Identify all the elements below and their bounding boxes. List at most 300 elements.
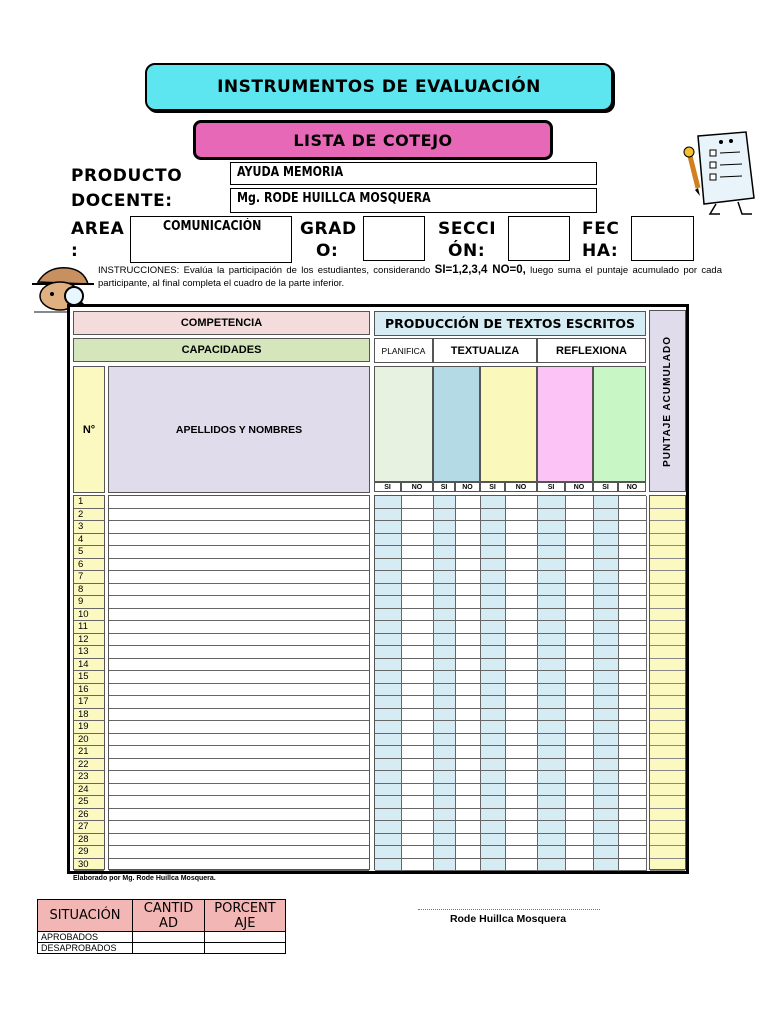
no-cell[interactable]	[506, 796, 538, 809]
no-cell[interactable]	[456, 734, 481, 747]
puntaje-cell[interactable]	[650, 509, 685, 522]
puntaje-column[interactable]	[649, 495, 686, 870]
no-cell[interactable]	[456, 809, 481, 822]
si-cell[interactable]	[594, 696, 619, 709]
si-cell[interactable]	[538, 534, 566, 547]
no-cell[interactable]	[619, 721, 647, 734]
si-cell[interactable]	[434, 609, 456, 622]
si-cell[interactable]	[434, 646, 456, 659]
si-cell[interactable]	[434, 621, 456, 634]
no-cell[interactable]	[506, 496, 538, 509]
no-cell[interactable]	[566, 721, 594, 734]
no-cell[interactable]	[506, 809, 538, 822]
si-cell[interactable]	[375, 659, 402, 672]
no-cell[interactable]	[566, 796, 594, 809]
no-cell[interactable]	[566, 734, 594, 747]
si-cell[interactable]	[434, 509, 456, 522]
puntaje-cell[interactable]	[650, 721, 685, 734]
si-cell[interactable]	[594, 596, 619, 609]
si-cell[interactable]	[434, 771, 456, 784]
no-cell[interactable]	[402, 496, 434, 509]
si-cell[interactable]	[538, 709, 566, 722]
no-cell[interactable]	[619, 846, 647, 859]
no-cell[interactable]	[619, 809, 647, 822]
no-cell[interactable]	[619, 771, 647, 784]
student-name-cell[interactable]	[109, 834, 369, 847]
si-cell[interactable]	[434, 759, 456, 772]
si-cell[interactable]	[481, 534, 506, 547]
si-cell[interactable]	[481, 684, 506, 697]
si-cell[interactable]	[434, 821, 456, 834]
student-name-cell[interactable]	[109, 734, 369, 747]
no-cell[interactable]	[566, 621, 594, 634]
puntaje-cell[interactable]	[650, 734, 685, 747]
si-cell[interactable]	[594, 784, 619, 797]
no-cell[interactable]	[402, 659, 434, 672]
si-cell[interactable]	[594, 509, 619, 522]
si-cell[interactable]	[538, 634, 566, 647]
si-cell[interactable]	[434, 534, 456, 547]
no-cell[interactable]	[619, 559, 647, 572]
student-name-cell[interactable]	[109, 859, 369, 872]
puntaje-cell[interactable]	[650, 796, 685, 809]
si-cell[interactable]	[594, 546, 619, 559]
si-cell[interactable]	[481, 596, 506, 609]
si-cell[interactable]	[434, 834, 456, 847]
student-name-cell[interactable]	[109, 571, 369, 584]
student-name-cell[interactable]	[109, 521, 369, 534]
si-cell[interactable]	[434, 659, 456, 672]
student-name-cell[interactable]	[109, 846, 369, 859]
no-cell[interactable]	[566, 684, 594, 697]
no-cell[interactable]	[402, 509, 434, 522]
si-cell[interactable]	[594, 559, 619, 572]
si-cell[interactable]	[538, 521, 566, 534]
si-cell[interactable]	[481, 696, 506, 709]
si-cell[interactable]	[375, 821, 402, 834]
no-cell[interactable]	[456, 834, 481, 847]
no-cell[interactable]	[619, 784, 647, 797]
si-cell[interactable]	[481, 659, 506, 672]
no-cell[interactable]	[456, 584, 481, 597]
no-cell[interactable]	[506, 646, 538, 659]
desaprobados-porcentaje[interactable]	[205, 943, 286, 954]
si-cell[interactable]	[375, 834, 402, 847]
no-cell[interactable]	[402, 521, 434, 534]
no-cell[interactable]	[566, 546, 594, 559]
si-cell[interactable]	[594, 571, 619, 584]
si-cell[interactable]	[594, 721, 619, 734]
no-cell[interactable]	[402, 809, 434, 822]
no-cell[interactable]	[619, 621, 647, 634]
no-cell[interactable]	[402, 696, 434, 709]
student-name-cell[interactable]	[109, 509, 369, 522]
no-cell[interactable]	[506, 609, 538, 622]
no-cell[interactable]	[566, 834, 594, 847]
no-cell[interactable]	[506, 546, 538, 559]
si-cell[interactable]	[434, 859, 456, 872]
si-cell[interactable]	[481, 746, 506, 759]
student-name-cell[interactable]	[109, 784, 369, 797]
si-cell[interactable]	[375, 509, 402, 522]
student-name-cell[interactable]	[109, 584, 369, 597]
no-cell[interactable]	[619, 684, 647, 697]
si-cell[interactable]	[538, 821, 566, 834]
no-cell[interactable]	[402, 609, 434, 622]
no-cell[interactable]	[456, 709, 481, 722]
si-cell[interactable]	[594, 609, 619, 622]
no-cell[interactable]	[456, 659, 481, 672]
puntaje-cell[interactable]	[650, 809, 685, 822]
no-cell[interactable]	[566, 584, 594, 597]
student-name-cell[interactable]	[109, 496, 369, 509]
si-cell[interactable]	[481, 721, 506, 734]
no-cell[interactable]	[619, 709, 647, 722]
si-cell[interactable]	[481, 496, 506, 509]
si-cell[interactable]	[434, 809, 456, 822]
no-cell[interactable]	[619, 496, 647, 509]
no-cell[interactable]	[402, 621, 434, 634]
no-cell[interactable]	[619, 571, 647, 584]
si-cell[interactable]	[375, 596, 402, 609]
si-cell[interactable]	[538, 859, 566, 872]
si-cell[interactable]	[375, 609, 402, 622]
no-cell[interactable]	[456, 746, 481, 759]
no-cell[interactable]	[619, 796, 647, 809]
no-cell[interactable]	[566, 521, 594, 534]
desaprobados-cantidad[interactable]	[133, 943, 205, 954]
no-cell[interactable]	[456, 771, 481, 784]
si-cell[interactable]	[481, 571, 506, 584]
si-cell[interactable]	[434, 584, 456, 597]
no-cell[interactable]	[566, 859, 594, 872]
no-cell[interactable]	[506, 534, 538, 547]
no-cell[interactable]	[506, 559, 538, 572]
si-cell[interactable]	[481, 521, 506, 534]
docente-field[interactable]	[230, 188, 597, 213]
no-cell[interactable]	[456, 621, 481, 634]
puntaje-cell[interactable]	[650, 571, 685, 584]
no-cell[interactable]	[456, 784, 481, 797]
no-cell[interactable]	[506, 709, 538, 722]
student-name-cell[interactable]	[109, 684, 369, 697]
si-cell[interactable]	[538, 571, 566, 584]
si-cell[interactable]	[594, 634, 619, 647]
si-cell[interactable]	[434, 784, 456, 797]
puntaje-cell[interactable]	[650, 709, 685, 722]
si-cell[interactable]	[538, 759, 566, 772]
student-name-cell[interactable]	[109, 721, 369, 734]
no-cell[interactable]	[402, 759, 434, 772]
si-cell[interactable]	[481, 609, 506, 622]
si-cell[interactable]	[375, 846, 402, 859]
no-cell[interactable]	[506, 671, 538, 684]
no-cell[interactable]	[402, 559, 434, 572]
si-cell[interactable]	[538, 696, 566, 709]
si-cell[interactable]	[375, 559, 402, 572]
no-cell[interactable]	[402, 584, 434, 597]
si-cell[interactable]	[481, 671, 506, 684]
no-cell[interactable]	[456, 546, 481, 559]
no-cell[interactable]	[566, 559, 594, 572]
no-cell[interactable]	[566, 496, 594, 509]
si-cell[interactable]	[594, 734, 619, 747]
no-cell[interactable]	[506, 784, 538, 797]
no-cell[interactable]	[506, 846, 538, 859]
no-cell[interactable]	[566, 596, 594, 609]
no-cell[interactable]	[506, 834, 538, 847]
no-cell[interactable]	[402, 634, 434, 647]
seccion-field[interactable]	[508, 216, 570, 261]
si-cell[interactable]	[375, 734, 402, 747]
si-cell[interactable]	[375, 759, 402, 772]
no-cell[interactable]	[619, 821, 647, 834]
si-cell[interactable]	[538, 734, 566, 747]
no-cell[interactable]	[456, 759, 481, 772]
no-cell[interactable]	[506, 509, 538, 522]
si-cell[interactable]	[434, 521, 456, 534]
student-name-cell[interactable]	[109, 559, 369, 572]
no-cell[interactable]	[619, 634, 647, 647]
si-cell[interactable]	[538, 671, 566, 684]
si-cell[interactable]	[434, 671, 456, 684]
puntaje-cell[interactable]	[650, 671, 685, 684]
si-cell[interactable]	[434, 796, 456, 809]
no-cell[interactable]	[456, 509, 481, 522]
student-name-cell[interactable]	[109, 546, 369, 559]
area-field[interactable]	[130, 216, 292, 263]
si-cell[interactable]	[594, 534, 619, 547]
si-cell[interactable]	[481, 809, 506, 822]
si-cell[interactable]	[481, 771, 506, 784]
no-cell[interactable]	[456, 671, 481, 684]
no-cell[interactable]	[619, 584, 647, 597]
si-cell[interactable]	[538, 609, 566, 622]
puntaje-cell[interactable]	[650, 859, 685, 872]
si-cell[interactable]	[538, 809, 566, 822]
si-cell[interactable]	[538, 509, 566, 522]
si-cell[interactable]	[594, 709, 619, 722]
si-cell[interactable]	[594, 859, 619, 872]
no-cell[interactable]	[402, 721, 434, 734]
no-cell[interactable]	[402, 821, 434, 834]
si-cell[interactable]	[434, 559, 456, 572]
aprobados-cantidad[interactable]	[133, 932, 205, 943]
no-cell[interactable]	[506, 596, 538, 609]
student-name-cell[interactable]	[109, 796, 369, 809]
no-cell[interactable]	[402, 746, 434, 759]
si-cell[interactable]	[375, 859, 402, 872]
nombres-column[interactable]	[108, 495, 370, 870]
no-cell[interactable]	[506, 634, 538, 647]
no-cell[interactable]	[506, 821, 538, 834]
no-cell[interactable]	[402, 684, 434, 697]
student-name-cell[interactable]	[109, 634, 369, 647]
si-cell[interactable]	[434, 634, 456, 647]
no-cell[interactable]	[456, 609, 481, 622]
no-cell[interactable]	[619, 696, 647, 709]
si-cell[interactable]	[594, 671, 619, 684]
si-cell[interactable]	[434, 571, 456, 584]
si-cell[interactable]	[481, 734, 506, 747]
no-cell[interactable]	[456, 696, 481, 709]
si-cell[interactable]	[434, 496, 456, 509]
no-cell[interactable]	[566, 509, 594, 522]
puntaje-cell[interactable]	[650, 621, 685, 634]
puntaje-cell[interactable]	[650, 534, 685, 547]
si-cell[interactable]	[481, 759, 506, 772]
no-cell[interactable]	[456, 559, 481, 572]
student-name-cell[interactable]	[109, 596, 369, 609]
no-cell[interactable]	[566, 846, 594, 859]
no-cell[interactable]	[619, 834, 647, 847]
no-cell[interactable]	[456, 634, 481, 647]
student-name-cell[interactable]	[109, 646, 369, 659]
si-cell[interactable]	[375, 546, 402, 559]
no-cell[interactable]	[456, 721, 481, 734]
student-name-cell[interactable]	[109, 609, 369, 622]
si-cell[interactable]	[481, 796, 506, 809]
si-cell[interactable]	[375, 534, 402, 547]
no-cell[interactable]	[619, 521, 647, 534]
si-cell[interactable]	[538, 684, 566, 697]
puntaje-cell[interactable]	[650, 609, 685, 622]
no-cell[interactable]	[566, 771, 594, 784]
si-cell[interactable]	[375, 684, 402, 697]
no-cell[interactable]	[506, 684, 538, 697]
no-cell[interactable]	[456, 496, 481, 509]
si-cell[interactable]	[594, 521, 619, 534]
puntaje-cell[interactable]	[650, 659, 685, 672]
no-cell[interactable]	[506, 734, 538, 747]
si-cell[interactable]	[481, 509, 506, 522]
no-cell[interactable]	[456, 571, 481, 584]
producto-field[interactable]	[230, 162, 597, 185]
puntaje-cell[interactable]	[650, 784, 685, 797]
si-cell[interactable]	[375, 634, 402, 647]
puntaje-cell[interactable]	[650, 684, 685, 697]
si-cell[interactable]	[434, 546, 456, 559]
no-cell[interactable]	[619, 596, 647, 609]
si-cell[interactable]	[481, 859, 506, 872]
si-cell[interactable]	[538, 646, 566, 659]
si-cell[interactable]	[594, 759, 619, 772]
indicadores-grid[interactable]	[374, 495, 646, 870]
no-cell[interactable]	[506, 659, 538, 672]
si-cell[interactable]	[538, 746, 566, 759]
si-cell[interactable]	[538, 784, 566, 797]
no-cell[interactable]	[456, 821, 481, 834]
si-cell[interactable]	[375, 521, 402, 534]
si-cell[interactable]	[538, 559, 566, 572]
no-cell[interactable]	[456, 646, 481, 659]
puntaje-cell[interactable]	[650, 834, 685, 847]
si-cell[interactable]	[538, 496, 566, 509]
si-cell[interactable]	[538, 621, 566, 634]
no-cell[interactable]	[456, 796, 481, 809]
si-cell[interactable]	[375, 809, 402, 822]
no-cell[interactable]	[566, 784, 594, 797]
no-cell[interactable]	[402, 734, 434, 747]
si-cell[interactable]	[594, 796, 619, 809]
si-cell[interactable]	[434, 746, 456, 759]
student-name-cell[interactable]	[109, 659, 369, 672]
si-cell[interactable]	[481, 559, 506, 572]
student-name-cell[interactable]	[109, 809, 369, 822]
puntaje-cell[interactable]	[650, 546, 685, 559]
no-cell[interactable]	[566, 659, 594, 672]
si-cell[interactable]	[594, 746, 619, 759]
no-cell[interactable]	[619, 659, 647, 672]
no-cell[interactable]	[566, 709, 594, 722]
si-cell[interactable]	[434, 684, 456, 697]
no-cell[interactable]	[456, 521, 481, 534]
si-cell[interactable]	[375, 721, 402, 734]
si-cell[interactable]	[481, 621, 506, 634]
grado-field[interactable]	[363, 216, 425, 261]
si-cell[interactable]	[481, 546, 506, 559]
no-cell[interactable]	[402, 859, 434, 872]
si-cell[interactable]	[375, 796, 402, 809]
fecha-field[interactable]	[631, 216, 694, 261]
no-cell[interactable]	[619, 746, 647, 759]
si-cell[interactable]	[594, 646, 619, 659]
no-cell[interactable]	[402, 571, 434, 584]
si-cell[interactable]	[481, 584, 506, 597]
no-cell[interactable]	[506, 859, 538, 872]
si-cell[interactable]	[538, 659, 566, 672]
si-cell[interactable]	[481, 709, 506, 722]
si-cell[interactable]	[538, 721, 566, 734]
student-name-cell[interactable]	[109, 696, 369, 709]
si-cell[interactable]	[594, 496, 619, 509]
aprobados-porcentaje[interactable]	[205, 932, 286, 943]
si-cell[interactable]	[481, 634, 506, 647]
no-cell[interactable]	[566, 809, 594, 822]
no-cell[interactable]	[402, 846, 434, 859]
puntaje-cell[interactable]	[650, 521, 685, 534]
puntaje-cell[interactable]	[650, 821, 685, 834]
no-cell[interactable]	[402, 534, 434, 547]
puntaje-cell[interactable]	[650, 746, 685, 759]
si-cell[interactable]	[594, 684, 619, 697]
si-cell[interactable]	[434, 709, 456, 722]
no-cell[interactable]	[402, 546, 434, 559]
si-cell[interactable]	[481, 846, 506, 859]
no-cell[interactable]	[402, 646, 434, 659]
no-cell[interactable]	[566, 671, 594, 684]
no-cell[interactable]	[506, 721, 538, 734]
no-cell[interactable]	[402, 596, 434, 609]
si-cell[interactable]	[594, 809, 619, 822]
no-cell[interactable]	[566, 759, 594, 772]
si-cell[interactable]	[434, 734, 456, 747]
puntaje-cell[interactable]	[650, 759, 685, 772]
si-cell[interactable]	[594, 659, 619, 672]
puntaje-cell[interactable]	[650, 634, 685, 647]
si-cell[interactable]	[375, 496, 402, 509]
no-cell[interactable]	[566, 821, 594, 834]
si-cell[interactable]	[594, 846, 619, 859]
no-cell[interactable]	[619, 646, 647, 659]
si-cell[interactable]	[375, 621, 402, 634]
no-cell[interactable]	[456, 534, 481, 547]
student-name-cell[interactable]	[109, 621, 369, 634]
si-cell[interactable]	[434, 846, 456, 859]
student-name-cell[interactable]	[109, 709, 369, 722]
no-cell[interactable]	[456, 859, 481, 872]
si-cell[interactable]	[594, 771, 619, 784]
